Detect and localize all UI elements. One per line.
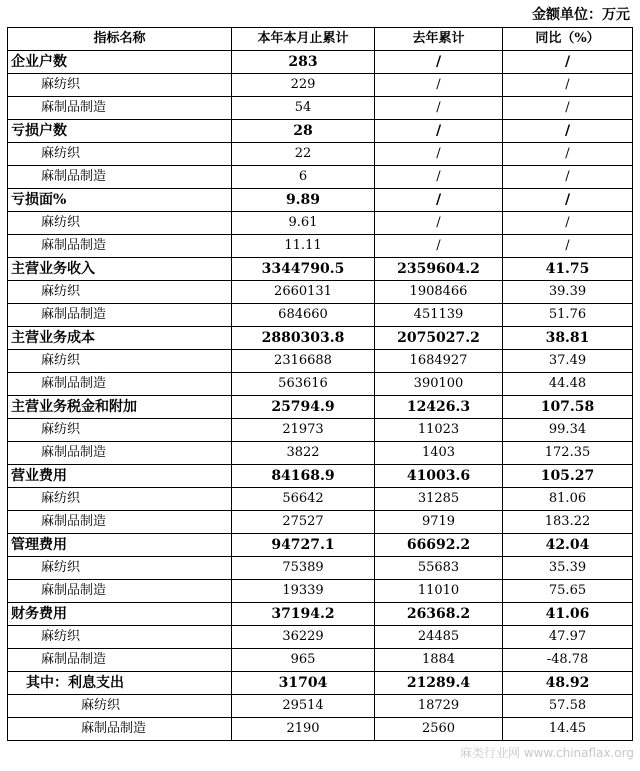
row-previous: / — [375, 120, 503, 143]
row-name: 麻纺织 — [8, 419, 232, 442]
header-current: 本年本月止累计 — [232, 28, 375, 51]
row-previous: / — [375, 143, 503, 166]
row-current: 84168.9 — [232, 465, 375, 488]
row-yoy: 183.22 — [503, 511, 633, 534]
row-previous: 11010 — [375, 580, 503, 603]
row-name: 麻制品制造 — [8, 166, 232, 189]
table-row — [8, 373, 633, 396]
table-row — [8, 166, 633, 189]
table-row — [8, 465, 633, 488]
table-row — [8, 143, 633, 166]
row-name: 麻制品制造 — [8, 235, 232, 258]
row-previous: 41003.6 — [375, 465, 503, 488]
row-previous: 55683 — [375, 557, 503, 580]
row-current: 25794.9 — [232, 396, 375, 419]
row-name: 麻制品制造 — [8, 97, 232, 120]
row-previous: 2560 — [375, 718, 503, 741]
row-yoy: 47.97 — [503, 626, 633, 649]
row-current: 31704 — [232, 672, 375, 695]
table-body — [8, 51, 633, 741]
row-previous: 1908466 — [375, 281, 503, 304]
row-name: 麻纺织 — [8, 695, 232, 718]
table-row — [8, 603, 633, 626]
row-current: 21973 — [232, 419, 375, 442]
table-row — [8, 189, 633, 212]
row-current: 28 — [232, 120, 375, 143]
watermark: 麻类行业网 www.chinaflax.org — [460, 746, 634, 760]
row-name: 主营业务税金和附加 — [8, 396, 232, 419]
row-yoy: 105.27 — [503, 465, 633, 488]
row-yoy: 57.58 — [503, 695, 633, 718]
row-yoy: 48.92 — [503, 672, 633, 695]
table-row — [8, 212, 633, 235]
row-name: 麻制品制造 — [8, 649, 232, 672]
row-name: 亏损户数 — [8, 120, 232, 143]
row-yoy: 39.39 — [503, 281, 633, 304]
table-row — [8, 488, 633, 511]
row-current: 9.89 — [232, 189, 375, 212]
row-previous: 390100 — [375, 373, 503, 396]
table-row — [8, 51, 633, 74]
row-current: 965 — [232, 649, 375, 672]
row-previous: 1684927 — [375, 350, 503, 373]
table-row — [8, 235, 633, 258]
row-previous: 451139 — [375, 304, 503, 327]
table-row — [8, 281, 633, 304]
row-yoy: 107.58 — [503, 396, 633, 419]
row-name: 麻制品制造 — [8, 373, 232, 396]
table-row — [8, 442, 633, 465]
row-name: 亏损面% — [8, 189, 232, 212]
row-current: 6 — [232, 166, 375, 189]
table-row — [8, 511, 633, 534]
table-row — [8, 396, 633, 419]
row-yoy: / — [503, 189, 633, 212]
row-name: 财务费用 — [8, 603, 232, 626]
table-row — [8, 695, 633, 718]
table-row — [8, 258, 633, 281]
table-row — [8, 327, 633, 350]
row-current: 3822 — [232, 442, 375, 465]
row-current: 56642 — [232, 488, 375, 511]
row-current: 37194.2 — [232, 603, 375, 626]
row-yoy: -48.78 — [503, 649, 633, 672]
row-previous: 31285 — [375, 488, 503, 511]
row-name: 麻纺织 — [8, 74, 232, 97]
table-row — [8, 626, 633, 649]
row-yoy: 35.39 — [503, 557, 633, 580]
row-current: 2190 — [232, 718, 375, 741]
table-row — [8, 419, 633, 442]
header-indicator: 指标名称 — [8, 28, 232, 51]
table-header-row — [8, 28, 633, 51]
row-yoy: / — [503, 97, 633, 120]
row-current: 563616 — [232, 373, 375, 396]
row-yoy: / — [503, 235, 633, 258]
row-yoy: 41.06 — [503, 603, 633, 626]
row-name: 其中：利息支出 — [8, 672, 232, 695]
row-previous: / — [375, 74, 503, 97]
row-current: 22 — [232, 143, 375, 166]
row-current: 54 — [232, 97, 375, 120]
row-yoy: / — [503, 51, 633, 74]
row-yoy: / — [503, 143, 633, 166]
table-row — [8, 649, 633, 672]
row-previous: 2359604.2 — [375, 258, 503, 281]
row-name: 麻纺织 — [8, 281, 232, 304]
row-current: 19339 — [232, 580, 375, 603]
table-row — [8, 718, 633, 741]
table-row — [8, 672, 633, 695]
table-row — [8, 120, 633, 143]
row-yoy: 75.65 — [503, 580, 633, 603]
row-current: 684660 — [232, 304, 375, 327]
row-previous: 11023 — [375, 419, 503, 442]
row-current: 29514 — [232, 695, 375, 718]
row-yoy: 41.75 — [503, 258, 633, 281]
row-name: 麻纺织 — [8, 557, 232, 580]
row-previous: 66692.2 — [375, 534, 503, 557]
row-name: 麻纺织 — [8, 488, 232, 511]
row-current: 283 — [232, 51, 375, 74]
row-previous: / — [375, 189, 503, 212]
row-yoy: 172.35 — [503, 442, 633, 465]
row-current: 36229 — [232, 626, 375, 649]
statistics-table — [7, 27, 633, 741]
row-name: 营业费用 — [8, 465, 232, 488]
row-previous: / — [375, 51, 503, 74]
row-previous: 1884 — [375, 649, 503, 672]
row-previous: / — [375, 97, 503, 120]
row-yoy: / — [503, 212, 633, 235]
row-previous: 18729 — [375, 695, 503, 718]
row-yoy: 44.48 — [503, 373, 633, 396]
row-current: 11.11 — [232, 235, 375, 258]
row-yoy: 81.06 — [503, 488, 633, 511]
table-row — [8, 97, 633, 120]
row-name: 主营业务收入 — [8, 258, 232, 281]
row-name: 麻制品制造 — [8, 304, 232, 327]
row-yoy: / — [503, 120, 633, 143]
table-row — [8, 534, 633, 557]
row-name: 麻制品制造 — [8, 442, 232, 465]
row-current: 2660131 — [232, 281, 375, 304]
unit-label: 金额单位：万元 — [532, 7, 630, 23]
row-current: 94727.1 — [232, 534, 375, 557]
row-current: 2316688 — [232, 350, 375, 373]
row-current: 9.61 — [232, 212, 375, 235]
row-current: 2880303.8 — [232, 327, 375, 350]
row-current: 229 — [232, 74, 375, 97]
row-yoy: 37.49 — [503, 350, 633, 373]
row-yoy: 14.45 — [503, 718, 633, 741]
row-previous: 1403 — [375, 442, 503, 465]
row-previous: 21289.4 — [375, 672, 503, 695]
row-name: 企业户数 — [8, 51, 232, 74]
row-previous: 9719 — [375, 511, 503, 534]
row-previous: 12426.3 — [375, 396, 503, 419]
row-yoy: / — [503, 166, 633, 189]
row-current: 27527 — [232, 511, 375, 534]
row-previous: 24485 — [375, 626, 503, 649]
row-previous: 26368.2 — [375, 603, 503, 626]
row-name: 麻纺织 — [8, 212, 232, 235]
row-name: 麻纺织 — [8, 143, 232, 166]
row-yoy: 99.34 — [503, 419, 633, 442]
row-name: 麻纺织 — [8, 350, 232, 373]
row-previous: 2075027.2 — [375, 327, 503, 350]
row-previous: / — [375, 235, 503, 258]
table-row — [8, 580, 633, 603]
row-name: 麻制品制造 — [8, 511, 232, 534]
table-row — [8, 304, 633, 327]
row-yoy: 42.04 — [503, 534, 633, 557]
row-yoy: 51.76 — [503, 304, 633, 327]
table-row — [8, 74, 633, 97]
table-row — [8, 557, 633, 580]
row-name: 管理费用 — [8, 534, 232, 557]
row-name: 麻制品制造 — [8, 718, 232, 741]
row-current: 3344790.5 — [232, 258, 375, 281]
row-previous: / — [375, 212, 503, 235]
row-previous: / — [375, 166, 503, 189]
header-yoy: 同比（%） — [503, 28, 633, 51]
header-previous: 去年累计 — [375, 28, 503, 51]
row-yoy: 38.81 — [503, 327, 633, 350]
row-name: 主营业务成本 — [8, 327, 232, 350]
row-name: 麻制品制造 — [8, 580, 232, 603]
row-name: 麻纺织 — [8, 626, 232, 649]
row-yoy: / — [503, 74, 633, 97]
table-row — [8, 350, 633, 373]
row-current: 75389 — [232, 557, 375, 580]
